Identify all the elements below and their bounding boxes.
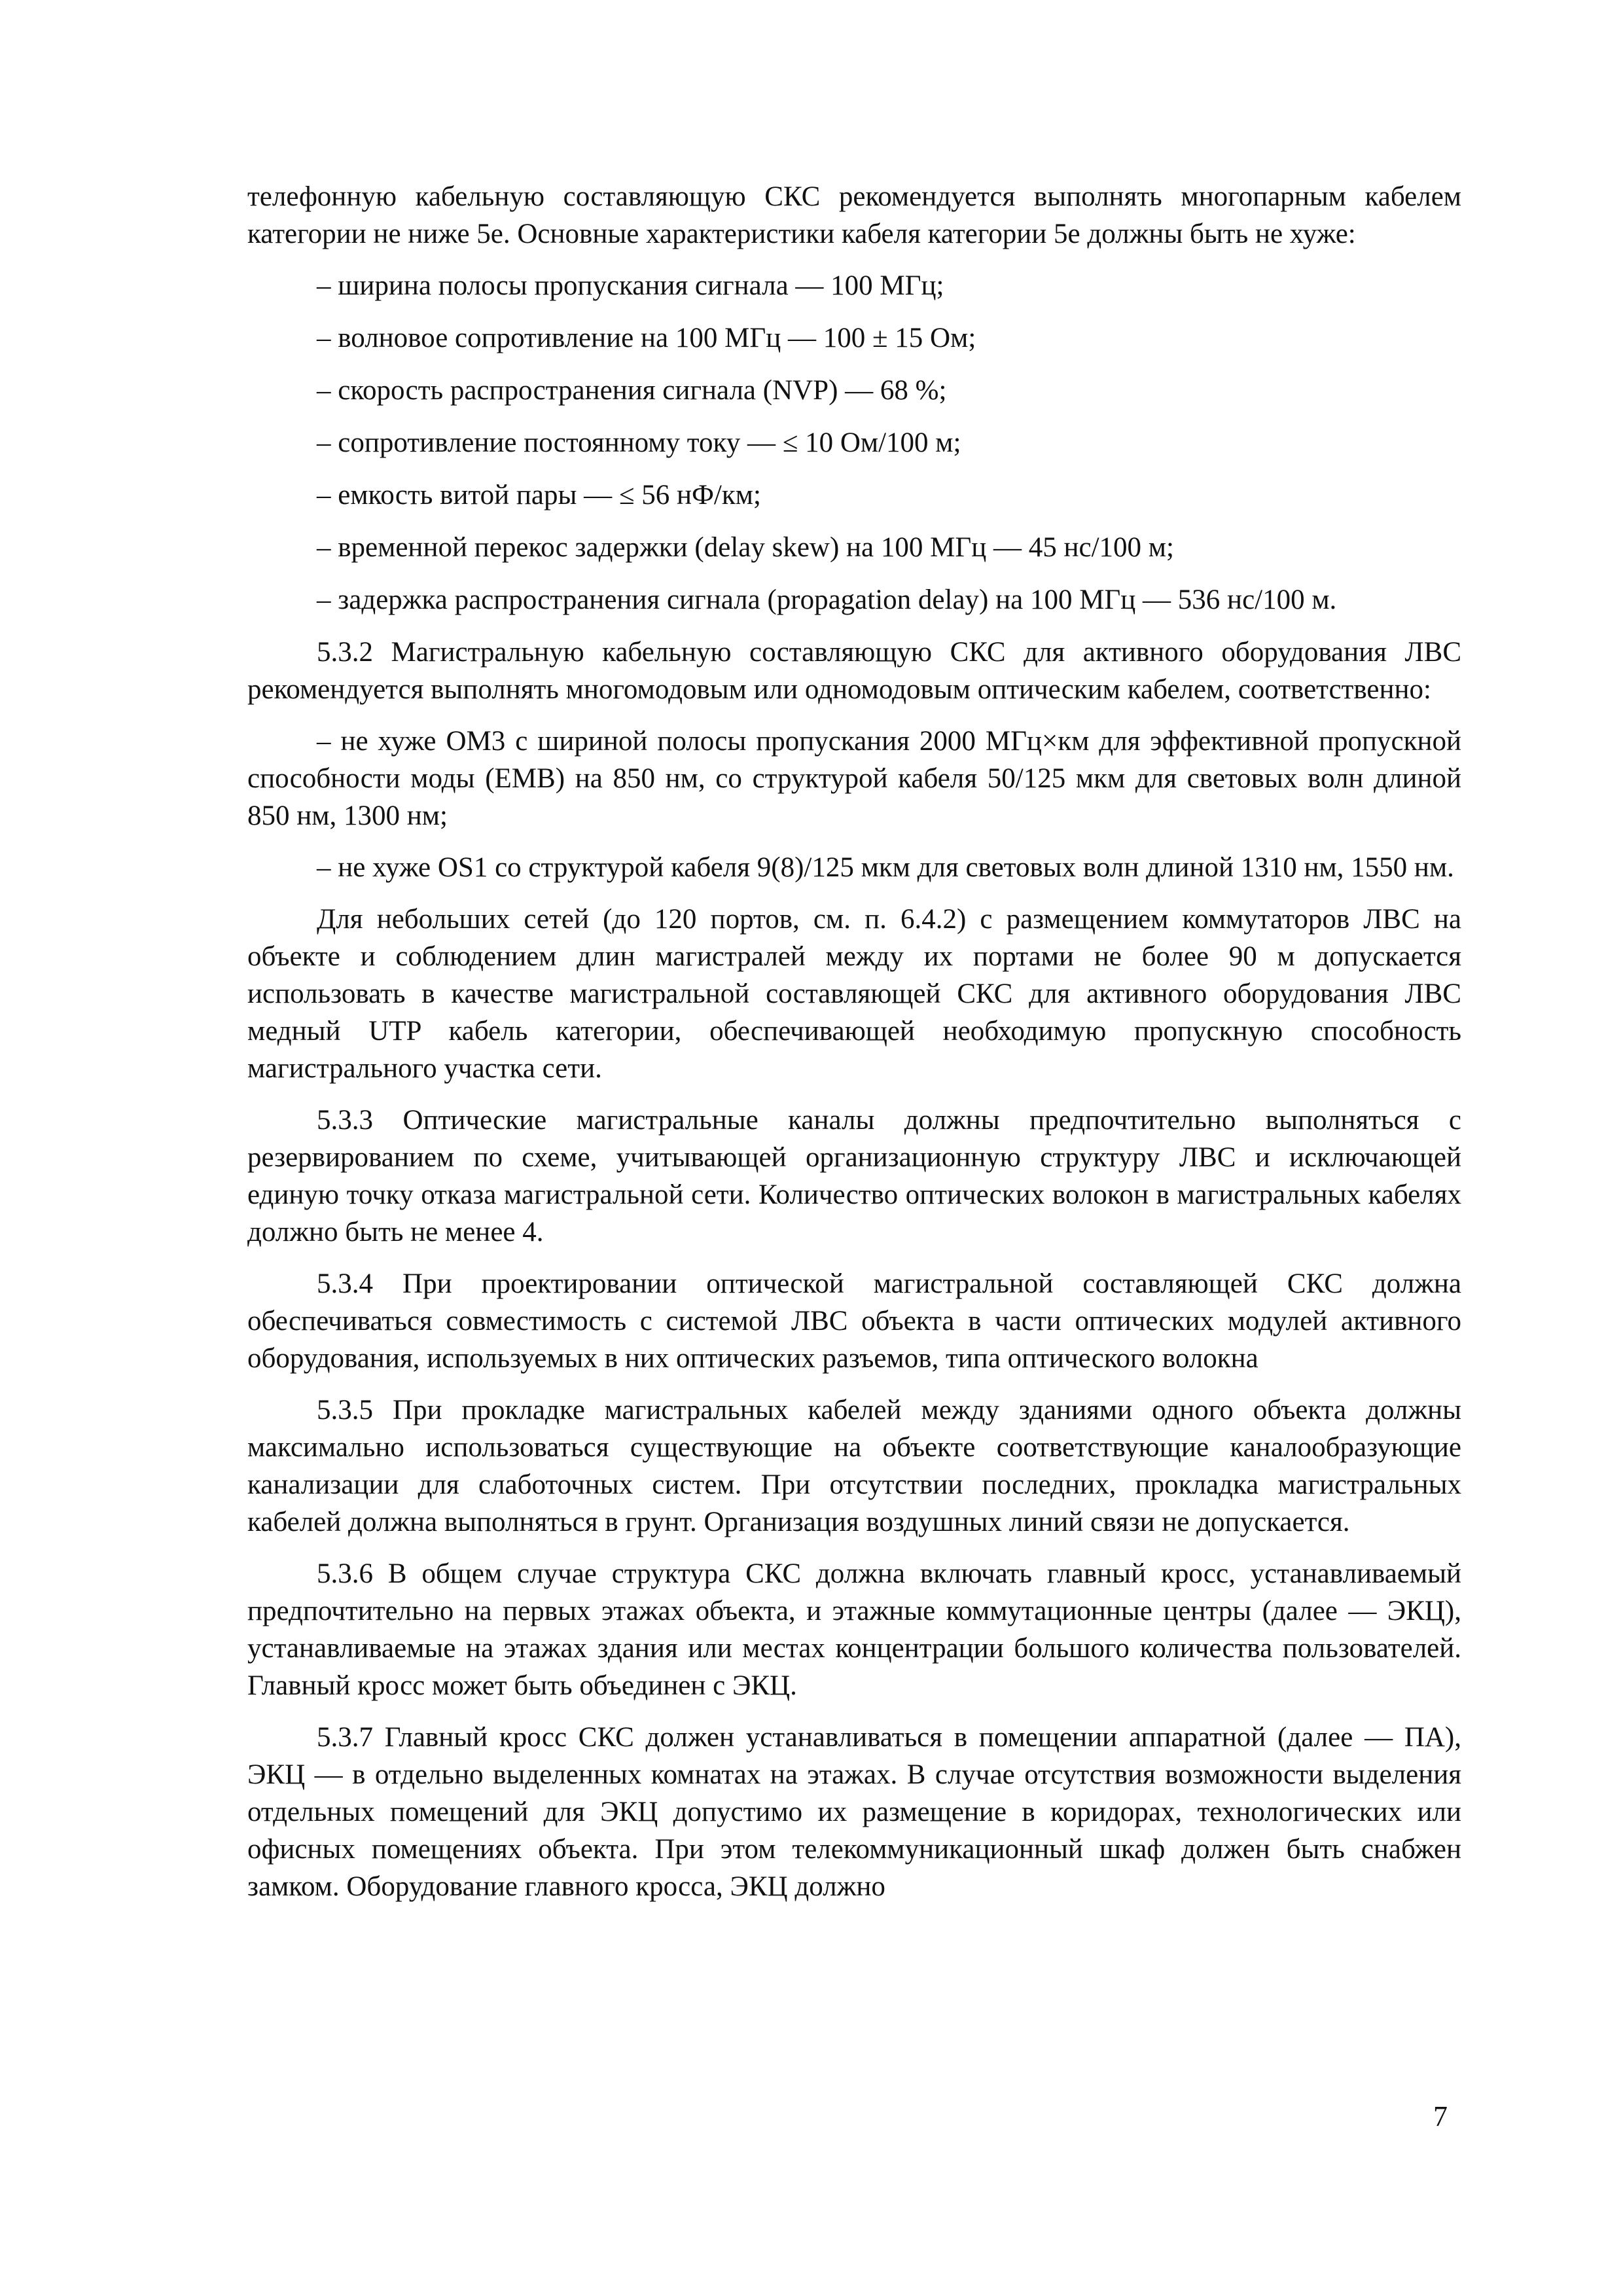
list-item: – волновое сопротивление на 100 МГц — 100 ± 15 Ом; bbox=[317, 323, 976, 353]
section-5-3-4: 5.3.4 При проектировании оптической магистральной составляющей СКС должна обеспечиваться совместимость с системой ЛВС объекта в части оптических модулей активного оборудования, используемых в них оптических разъемов, типа оптического волокна bbox=[247, 1268, 1461, 1374]
list-item: – задержка распространения сигнала (propagation delay) на 100 МГц — 536 нс/100 м. bbox=[317, 584, 1337, 615]
document-page bbox=[247, 178, 1461, 1920]
list-item: – не хуже ОМ3 с шириной полосы пропускания 2000 МГц×км для эффективной пропускной способности моды (ЕМВ) на 850 нм, со структурой кабеля 50/125 мкм для световых волн длиной 850 нм, 1300 нм; bbox=[247, 726, 1461, 831]
section-5-3-7: 5.3.7 Главный кросс СКС должен устанавливаться в помещении аппаратной (далее — ПА), ЭКЦ — в отдельно выделенных комнатах на этажах. В случае отсутствия возможности выделения отдельных помещений для ЭКЦ допустимо их размещение в коридорах, технологических или офисных помещениях объекта. При этом телекоммуникационный шкаф должен быть снабжен замком. Оборудование главного кросса, ЭКЦ должно bbox=[247, 1722, 1461, 1902]
list-item: – не хуже OS1 со структурой кабеля 9(8)/125 мкм для световых волн длиной 1310 нм, 1550 нм. bbox=[317, 852, 1454, 883]
list-item: – емкость витой пары — ≤ 56 нФ/км; bbox=[317, 480, 761, 511]
list-item: – временной перекос задержки (delay skew) на 100 МГц — 45 нс/100 м; bbox=[317, 532, 1174, 563]
small-networks-paragraph: Для небольших сетей (до 120 портов, см. п. 6.4.2) с размещением коммутаторов ЛВС на объекте и соблюдением длин магистралей между их портами не более 90 м допускается использовать в качестве магистральной составляющей СКС для активного оборудования ЛВС медный UTP кабель категории, обеспечивающей необходимую пропускную способность магистрального участка сети. bbox=[247, 904, 1461, 1084]
intro-paragraph: телефонную кабельную составляющую СКС рекомендуется выполнять многопарным кабелем категории не ниже 5е. Основные характеристики кабеля категории 5е должны быть не хуже: bbox=[247, 181, 1461, 249]
cat5e-spec-list bbox=[247, 267, 1461, 619]
list-item: – скорость распространения сигнала (NVP) — 68 %; bbox=[317, 375, 947, 406]
section-5-3-5: 5.3.5 При прокладке магистральных кабелей между зданиями одного объекта должны максимально использоваться существующие на объекте соответствующие каналообразующие канализации для слаботочных систем. При отсутствии последних, прокладка магистральных кабелей должна выполняться в грунт. Организация воздушных линий связи не допускается. bbox=[247, 1395, 1461, 1537]
section-5-3-3: 5.3.3 Оптические магистральные каналы должны предпочтительно выполняться с резервированием по схеме, учитывающей организационную структуру ЛВС и исключающей единую точку отказа магистральной сети. Количество оптических волокон в магистральных кабелях должно быть не менее 4. bbox=[247, 1105, 1461, 1247]
page-number: 7 bbox=[1433, 2100, 1448, 2132]
list-item: – сопротивление постоянному току — ≤ 10 Ом/100 м; bbox=[317, 427, 961, 458]
optic-spec-list bbox=[247, 723, 1461, 886]
section-5-3-2: 5.3.2 Магистральную кабельную составляющую СКС для активного оборудования ЛВС рекомендуется выполнять многомодовым или одномодовым оптическим кабелем, соответственно: bbox=[247, 637, 1461, 705]
list-item: – ширина полосы пропускания сигнала — 100 МГц; bbox=[317, 270, 944, 301]
section-5-3-6: 5.3.6 В общем случае структура СКС должна включать главный кросс, устанавливаемый предпочтительно на первых этажах объекта, и этажные коммутационные центры (далее — ЭКЦ), устанавливаемые на этажах здания или местах концентрации большого количества пользователей. Главный кросс может быть объединен с ЭКЦ. bbox=[247, 1558, 1461, 1701]
